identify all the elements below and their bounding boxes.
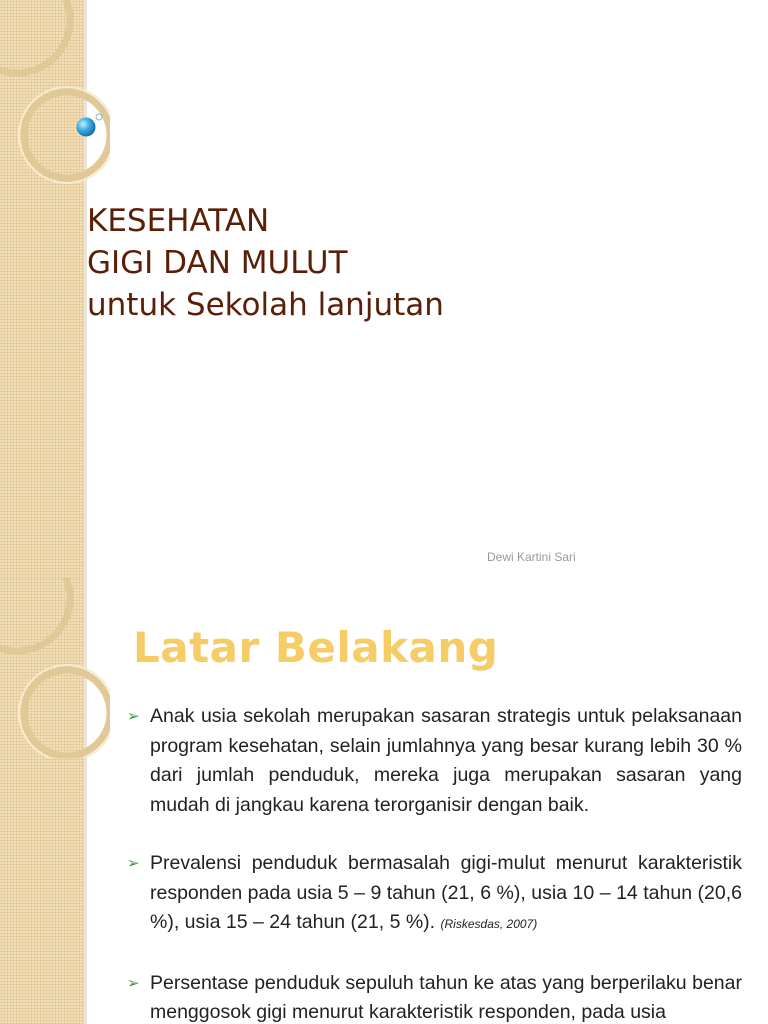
list-item bbox=[127, 969, 742, 1024]
author-name: Dewi Kartini Sari bbox=[487, 550, 576, 564]
bullet-list bbox=[127, 702, 742, 1024]
arrow-right-icon: ➢ bbox=[127, 974, 140, 992]
blue-sphere-icon bbox=[0, 0, 110, 160]
title-line-3: untuk Sekolah lanjutan bbox=[87, 287, 444, 323]
slide-heading: Latar Belakang bbox=[133, 623, 499, 672]
arrow-right-icon: ➢ bbox=[127, 855, 140, 872]
title-line-2: GIGI DAN MULUT bbox=[87, 245, 348, 281]
bullet-text: Persentase penduduk sepuluh tahun ke atas yang berperilaku benar menggosok gigi menurut karakteristik responden, pada usia bbox=[150, 971, 742, 1023]
bullet-text bbox=[150, 849, 742, 940]
arrow-right-icon: ➢ bbox=[127, 708, 140, 725]
content-slide bbox=[0, 578, 768, 1024]
list-item bbox=[127, 849, 742, 940]
bullet-body: Prevalensi penduduk bermasalah gigi-mulut menurut karakteristik responden pada usia 5 – 9 tahun (21, 6 %), usia 10 – 14 tahun (20,6 %), usia 15 – 24 tahun (21, 5 %). bbox=[150, 852, 742, 933]
title-line-1: KESEHATAN bbox=[87, 203, 270, 239]
list-item bbox=[127, 702, 742, 820]
decorative-rings bbox=[0, 578, 110, 758]
slide-title bbox=[87, 200, 444, 326]
bullet-text: Anak usia sekolah merupakan sasaran strategis untuk pelaksanaan program kesehatan, selain jumlahnya yang besar kurang lebih 30 % dari jumlah penduduk, mereka juga merupakan sasaran yang mudah di jangkau karena terorganisir dengan baik. bbox=[150, 705, 742, 816]
citation: (Riskesdas, 2007) bbox=[440, 917, 538, 931]
